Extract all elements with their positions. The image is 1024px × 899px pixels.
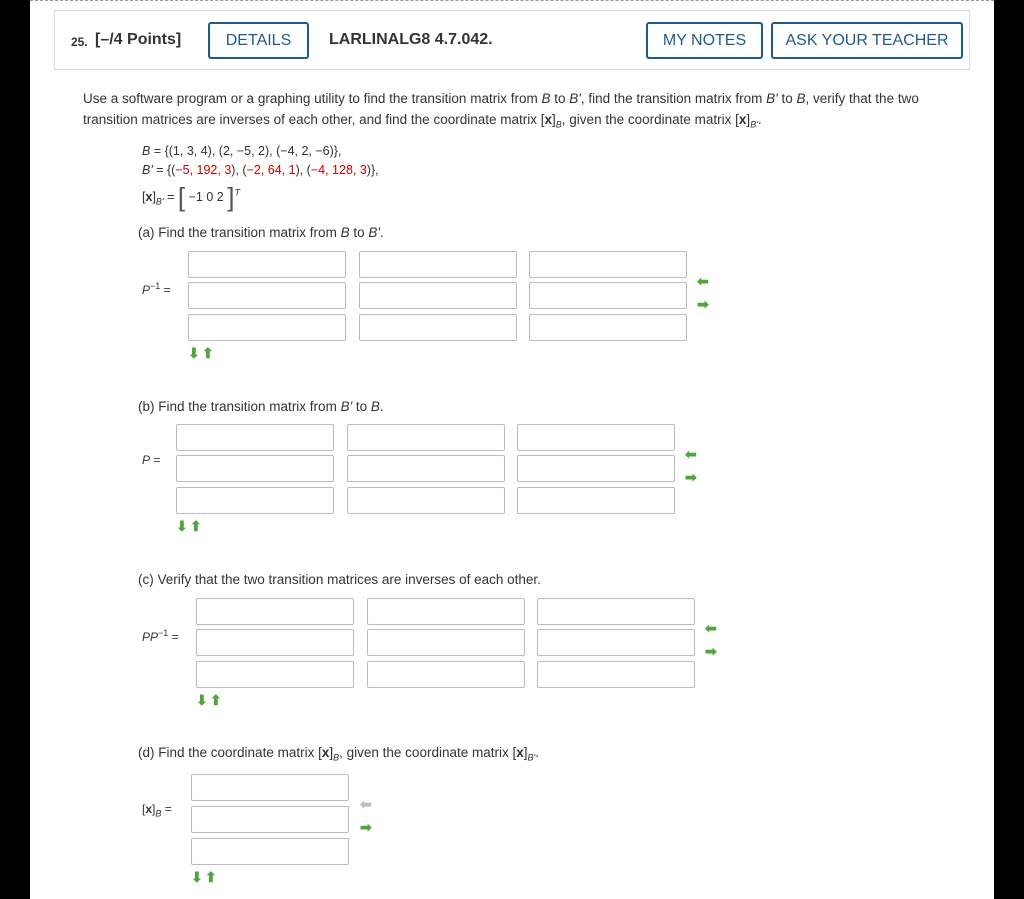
x-B-label: $[x]_B$ = (142, 802, 172, 819)
vector-d-r2[interactable] (191, 806, 349, 833)
matrix-a-r2c2[interactable] (359, 282, 517, 309)
matrix-c-r1c3[interactable] (537, 598, 695, 625)
coordinate-matrix-given: $[x]_{B'}$ = [ −1 0 2 ]$^T$ (142, 182, 240, 212)
add-column-icon[interactable]: ➡ (685, 469, 697, 485)
matrix-b-r2c3[interactable] (517, 455, 675, 482)
matrix-a-r3c2[interactable] (359, 314, 517, 341)
add-row-icon[interactable]: ⬇ (196, 692, 208, 708)
remove-row-icon[interactable]: ⬆ (205, 869, 217, 885)
ask-your-teacher-button[interactable]: ASK YOUR TEACHER (771, 22, 963, 59)
add-row-icon[interactable]: ⬇ (191, 869, 203, 885)
pp-inverse-label: $PP^{-1}$ = (142, 628, 179, 644)
add-row-icon[interactable]: ⬇ (188, 345, 200, 361)
matrix-b-r3c1[interactable] (176, 487, 334, 514)
remove-row-icon[interactable]: ⬆ (202, 345, 214, 361)
problem-code: LARLINALG8 4.7.042. (329, 31, 493, 48)
add-row-icon[interactable]: ⬇ (176, 518, 188, 534)
matrix-a-r2c1[interactable] (188, 282, 346, 309)
matrix-c-r1c2[interactable] (367, 598, 525, 625)
matrix-c-r3c2[interactable] (367, 661, 525, 688)
basis-B: B = {(1, 3, 4), (2, −5, 2), (−4, 2, −6)}, (142, 144, 342, 158)
matrix-b-r1c3[interactable] (517, 424, 675, 451)
matrix-a-r3c1[interactable] (188, 314, 346, 341)
question-number: 25. (71, 35, 88, 49)
problem-statement: Use a software program or a graphing utility to find the transition matrix from B to B', find the transition matrix from B' to B, verify that the two transition matrices are inverses of each other, and find the coordinate matrix $[x]_B$, given the coordinate matrix $[x]_{B'}$. (83, 91, 919, 130)
matrix-a-r1c1[interactable] (188, 251, 346, 278)
remove-column-icon: ⬅ (360, 796, 372, 812)
remove-column-icon[interactable]: ⬅ (697, 273, 709, 289)
matrix-a-r1c3[interactable] (529, 251, 687, 278)
matrix-a-r2c3[interactable] (529, 282, 687, 309)
add-column-icon[interactable]: ➡ (705, 643, 717, 659)
matrix-c-r1c1[interactable] (196, 598, 354, 625)
matrix-c-r3c1[interactable] (196, 661, 354, 688)
part-a-prompt: (a) Find the transition matrix from B to B'. (138, 225, 384, 240)
matrix-c-r3c3[interactable] (537, 661, 695, 688)
matrix-a-r3c3[interactable] (529, 314, 687, 341)
top-dashed-divider (30, 0, 994, 1)
my-notes-button[interactable]: MY NOTES (646, 22, 763, 59)
add-column-icon[interactable]: ➡ (697, 296, 709, 312)
matrix-b-r3c2[interactable] (347, 487, 505, 514)
matrix-c-r2c1[interactable] (196, 629, 354, 656)
matrix-c-r2c3[interactable] (537, 629, 695, 656)
matrix-c-r2c2[interactable] (367, 629, 525, 656)
remove-row-icon[interactable]: ⬆ (190, 518, 202, 534)
remove-column-icon[interactable]: ⬅ (705, 620, 717, 636)
question-points: [–/4 Points] (95, 31, 182, 48)
remove-row-icon[interactable]: ⬆ (210, 692, 222, 708)
matrix-b-r1c1[interactable] (176, 424, 334, 451)
details-button[interactable]: DETAILS (208, 22, 309, 59)
part-b-prompt: (b) Find the transition matrix from B' to B. (138, 399, 384, 414)
part-d-prompt: (d) Find the coordinate matrix $[x]_B$, given the coordinate matrix $[x]_{B'}$. (138, 745, 540, 763)
remove-column-icon[interactable]: ⬅ (685, 446, 697, 462)
question-header (54, 10, 970, 70)
matrix-b-r3c3[interactable] (517, 487, 675, 514)
p-label: P = (142, 453, 161, 467)
basis-B-prime: B' = {(−5, 192, 3), (−2, 64, 1), (−4, 128, 3)}, (142, 163, 379, 177)
vector-d-r1[interactable] (191, 774, 349, 801)
vector-d-r3[interactable] (191, 838, 349, 865)
add-column-icon[interactable]: ➡ (360, 819, 372, 835)
matrix-a-r1c2[interactable] (359, 251, 517, 278)
p-inverse-label: $P^{-1}$ = (142, 281, 171, 297)
matrix-b-r2c1[interactable] (176, 455, 334, 482)
part-c-prompt: (c) Verify that the two transition matrices are inverses of each other. (138, 572, 541, 587)
matrix-b-r2c2[interactable] (347, 455, 505, 482)
matrix-b-r1c2[interactable] (347, 424, 505, 451)
